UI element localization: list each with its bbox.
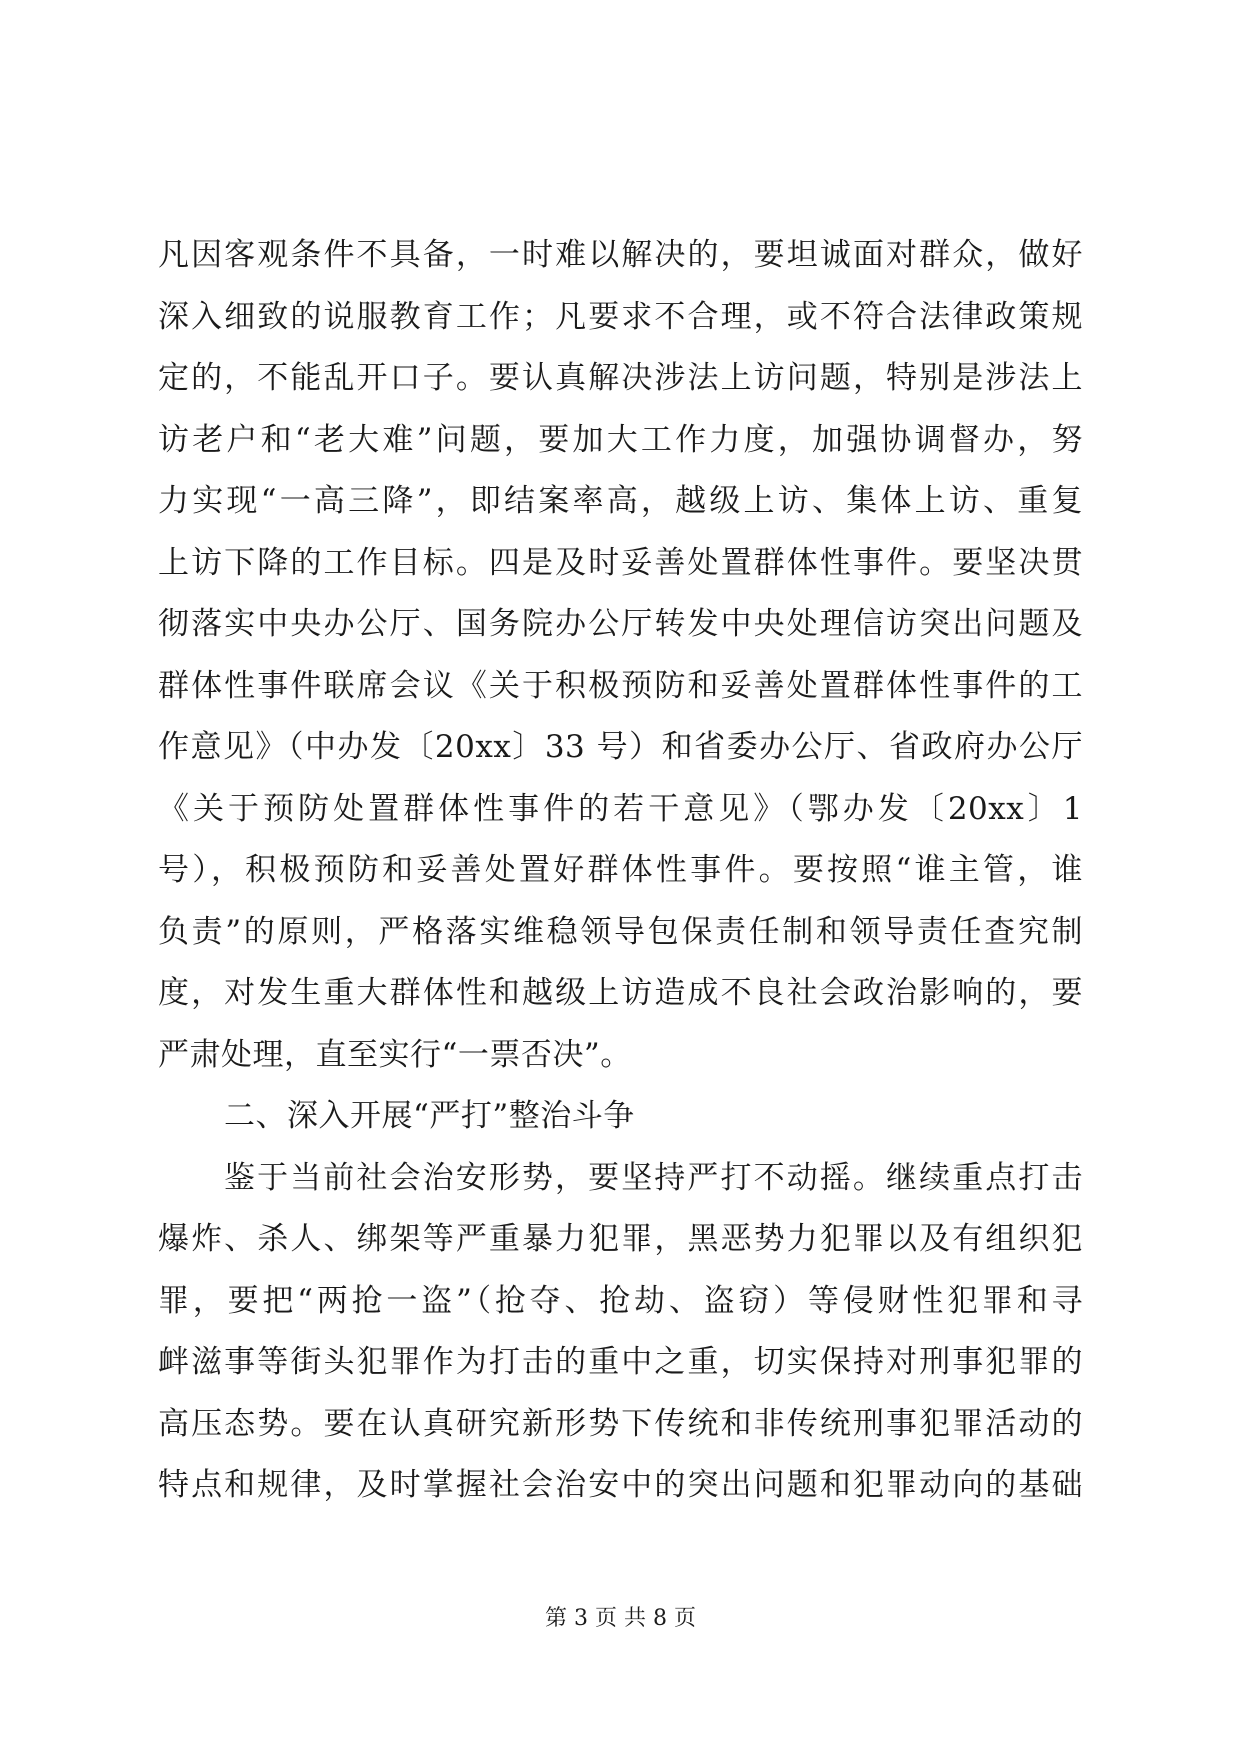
text-line: 彻落实中央办公厅、国务院办公厅转发中央处理信访突出问题及 (158, 606, 1083, 642)
page-number-footer: 第 3 页 共 8 页 (545, 1606, 696, 1631)
text-line: 群体性事件联席会议《关于积极预防和妥善处置群体性事件的工 (158, 667, 1083, 704)
text-line: 负责”的原则，严格落实维稳领导包保责任制和领导责任查究制 (158, 913, 1083, 950)
text-line: 鉴于当前社会治安形势，要坚持严打不动摇。继续重点打击 (224, 1159, 1083, 1196)
text-line: 罪，要把“两抢一盗”（抢夺、抢劫、盗窃）等侵财性犯罪和寻 (158, 1282, 1083, 1319)
text-line: 上访下降的工作目标。四是及时妥善处置群体性事件。要坚决贯 (158, 544, 1083, 581)
text-line: 特点和规律，及时掌握社会治安中的突出问题和犯罪动向的基础 (158, 1467, 1083, 1503)
text-line: 深入细致的说服教育工作；凡要求不合理，或不符合法律政策规 (158, 298, 1083, 335)
text-line: 号），积极预防和妥善处置好群体性事件。要按照“谁主管，谁 (158, 852, 1083, 888)
text-line: 衅滋事等街头犯罪作为打击的重中之重，切实保持对刑事犯罪的 (158, 1344, 1083, 1380)
text-line: 度，对发生重大群体性和越级上访造成不良社会政治影响的，要 (158, 975, 1083, 1011)
text-line: 力实现“一高三降”，即结案率高，越级上访、集体上访、重复 (158, 483, 1083, 519)
section-heading: 二、深入开展“严打”整治斗争 (224, 1098, 635, 1134)
text-line: 作意见》（中办发〔20xx〕33 号）和省委办公厅、省政府办公厅 (158, 729, 1083, 765)
text-line: 凡因客观条件不具备，一时难以解决的，要坦诚面对群众，做好 (158, 237, 1083, 273)
text-line: 定的，不能乱开口子。要认真解决涉法上访问题，特别是涉法上 (158, 360, 1083, 396)
text-line: 高压态势。要在认真研究新形势下传统和非传统刑事犯罪活动的 (158, 1405, 1083, 1442)
text-line: 爆炸、杀人、绑架等严重暴力犯罪，黑恶势力犯罪以及有组织犯 (158, 1221, 1083, 1257)
text-line: 访老户和“老大难”问题，要加大工作力度，加强协调督办，努 (158, 421, 1083, 458)
document-body (158, 225, 1083, 1517)
text-line: 严肃处理，直至实行“一票否决”。 (158, 1036, 632, 1073)
text-line: 《关于预防处置群体性事件的若干意见》（鄂办发〔20xx〕1 (158, 790, 1083, 827)
